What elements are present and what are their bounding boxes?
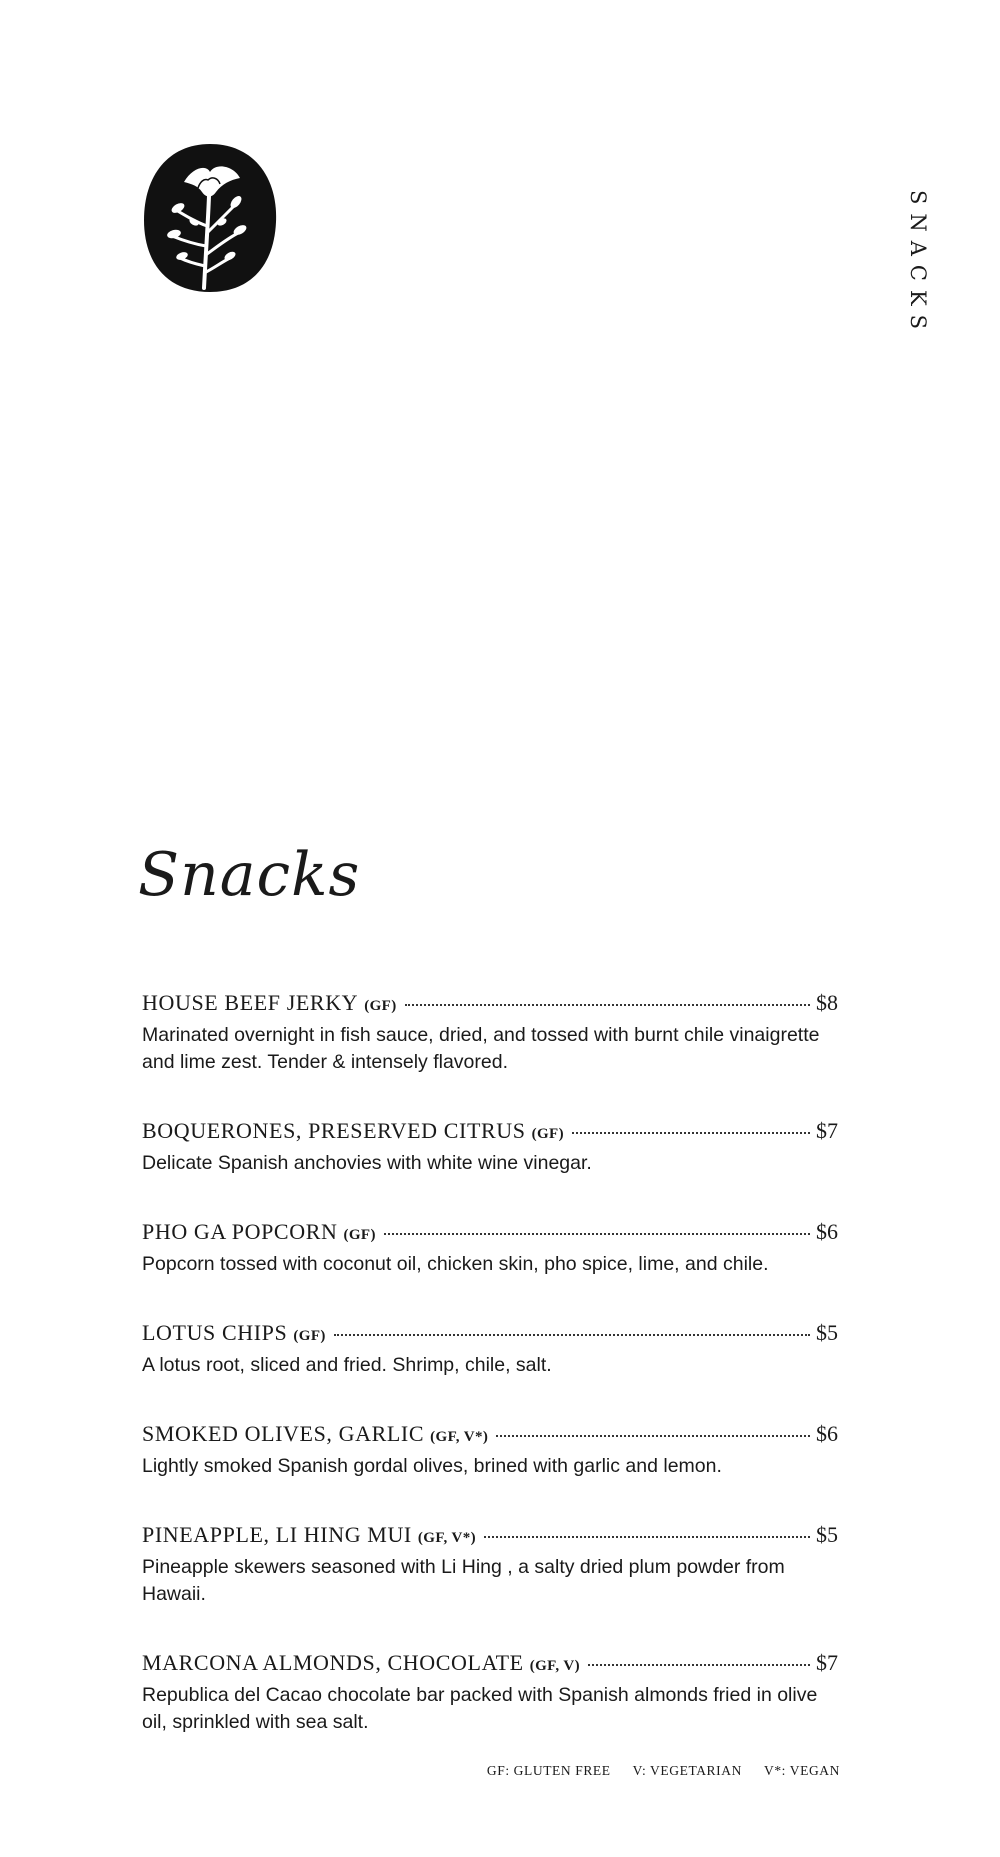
menu-item-name: MARCONA ALMONDS, CHOCOLATE — [142, 1650, 524, 1675]
side-section-label: SNACKS — [906, 190, 930, 339]
legend-vegetarian: V: VEGETARIAN — [632, 1763, 742, 1778]
dotted-leader — [496, 1435, 810, 1437]
menu-item-header — [142, 1118, 838, 1144]
menu-item-price: $7 — [816, 1650, 838, 1675]
legend-vegan: V*: VEGAN — [763, 1763, 840, 1778]
menu-item-price: $6 — [816, 1219, 838, 1244]
menu-item-name: LOTUS CHIPS — [142, 1320, 288, 1345]
menu-list — [142, 990, 838, 1778]
menu-item-diet-tag: (GF) — [293, 1328, 326, 1344]
menu-item-description: Lightly smoked Spanish gordal olives, brined with garlic and lemon. — [142, 1455, 722, 1477]
menu-item-name: PINEAPPLE, LI HING MUI — [142, 1522, 412, 1547]
menu-item-name: HOUSE BEEF JERKY — [142, 990, 359, 1015]
dotted-leader — [405, 1004, 810, 1006]
menu-item-diet-tag: (GF, V*) — [430, 1429, 489, 1445]
menu-item-price: $6 — [816, 1421, 838, 1446]
menu-item-description: A lotus root, sliced and fried. Shrimp, chile, salt. — [142, 1354, 552, 1376]
section-title: Snacks — [138, 840, 361, 910]
menu-item-price: $5 — [816, 1320, 838, 1345]
menu-item-header — [142, 1421, 838, 1447]
menu-item-header — [142, 990, 838, 1016]
menu-item — [142, 1421, 838, 1480]
dotted-leader — [588, 1664, 810, 1666]
menu-item-header — [142, 1522, 838, 1548]
menu-item — [142, 1320, 838, 1379]
menu-item-description: Delicate Spanish anchovies with white wine vinegar. — [142, 1152, 592, 1174]
menu-item — [142, 1219, 838, 1278]
menu-item-header — [142, 1650, 838, 1676]
menu-item-name: PHO GA POPCORN — [142, 1219, 338, 1244]
menu-item-price: $5 — [816, 1522, 838, 1547]
menu-item-price: $8 — [816, 990, 838, 1015]
flower-logo-icon — [142, 142, 278, 294]
menu-item-description: Republica del Cacao chocolate bar packed with Spanish almonds fried in olive oil, sprinkled with sea salt. — [142, 1684, 818, 1733]
menu-item — [142, 1650, 838, 1736]
diet-legend — [487, 1763, 840, 1779]
menu-item-diet-tag: (GF) — [343, 1227, 376, 1243]
menu-item — [142, 1522, 838, 1608]
menu-item-diet-tag: (GF) — [364, 998, 397, 1014]
dotted-leader — [484, 1536, 810, 1538]
menu-item-diet-tag: (GF, V*) — [417, 1530, 477, 1546]
menu-item-diet-tag: (GF, V) — [529, 1658, 581, 1674]
menu-item-description: Popcorn tossed with coconut oil, chicken skin, pho spice, lime, and chile. — [142, 1253, 769, 1275]
menu-item — [142, 990, 838, 1076]
dotted-leader — [334, 1334, 810, 1336]
menu-item — [142, 1118, 838, 1177]
menu-item-price: $7 — [816, 1118, 838, 1143]
legend-gluten-free: GF: GLUTEN FREE — [486, 1763, 611, 1778]
menu-item-header — [142, 1219, 838, 1245]
menu-item-name: BOQUERONES, PRESERVED CITRUS — [142, 1118, 526, 1143]
dotted-leader — [572, 1132, 810, 1134]
menu-item-diet-tag: (GF) — [531, 1126, 565, 1142]
menu-item-name: SMOKED OLIVES, GARLIC — [142, 1421, 425, 1446]
menu-item-description: Pineapple skewers seasoned with Li Hing , a salty dried plum powder from Hawaii. — [142, 1556, 785, 1605]
dotted-leader — [384, 1233, 810, 1235]
menu-item-header — [142, 1320, 838, 1346]
menu-item-description: Marinated overnight in fish sauce, dried, and tossed with burnt chile vinaigrette and lime zest. Tender & intensely flavored. — [142, 1024, 820, 1073]
